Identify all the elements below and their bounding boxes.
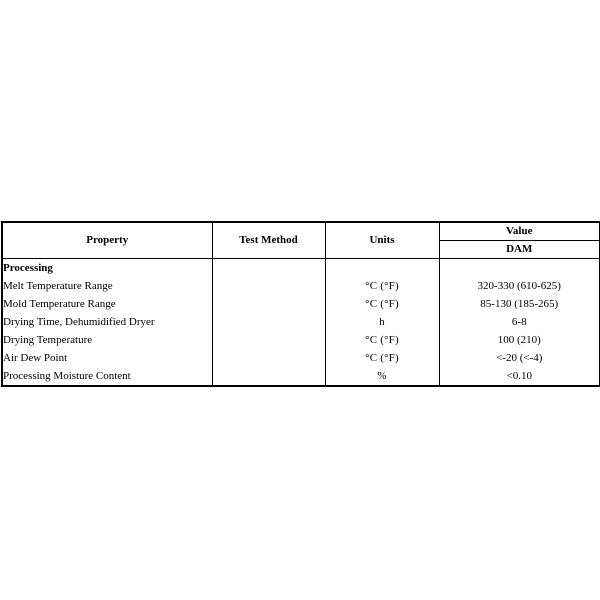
- units-cell: °C (°F): [325, 277, 439, 295]
- section-method-cell: [212, 259, 325, 278]
- value-cell: 85-130 (185-265): [439, 295, 600, 313]
- header-row: [2, 222, 600, 241]
- test-method-cell: [212, 313, 325, 331]
- header-property: Property: [2, 222, 212, 259]
- property-table-container: [1, 221, 599, 387]
- table-row: [2, 313, 600, 331]
- header-value-grade: DAM: [439, 241, 600, 259]
- table-row: [2, 331, 600, 349]
- section-row: [2, 259, 600, 278]
- table-row: [2, 295, 600, 313]
- header-value: Value: [439, 222, 600, 241]
- property-cell: Mold Temperature Range: [2, 295, 212, 313]
- value-cell: <0.10: [439, 367, 600, 386]
- value-cell: 6-8: [439, 313, 600, 331]
- property-table: [1, 221, 600, 387]
- property-cell: Processing Moisture Content: [2, 367, 212, 386]
- value-cell: 320-330 (610-625): [439, 277, 600, 295]
- section-value-cell: [439, 259, 600, 278]
- section-units-cell: [325, 259, 439, 278]
- property-cell: Drying Time, Dehumidified Dryer: [2, 313, 212, 331]
- property-cell: Drying Temperature: [2, 331, 212, 349]
- property-cell: Melt Temperature Range: [2, 277, 212, 295]
- units-cell: h: [325, 313, 439, 331]
- test-method-cell: [212, 295, 325, 313]
- table-row: [2, 367, 600, 386]
- value-cell: 100 (210): [439, 331, 600, 349]
- value-cell: <-20 (<-4): [439, 349, 600, 367]
- header-test-method: Test Method: [212, 222, 325, 259]
- units-cell: %: [325, 367, 439, 386]
- table-row: [2, 277, 600, 295]
- units-cell: °C (°F): [325, 331, 439, 349]
- table-row: [2, 349, 600, 367]
- test-method-cell: [212, 277, 325, 295]
- header-units: Units: [325, 222, 439, 259]
- section-label: Processing: [2, 259, 212, 278]
- test-method-cell: [212, 331, 325, 349]
- property-cell: Air Dew Point: [2, 349, 212, 367]
- test-method-cell: [212, 349, 325, 367]
- units-cell: °C (°F): [325, 349, 439, 367]
- test-method-cell: [212, 367, 325, 386]
- units-cell: °C (°F): [325, 295, 439, 313]
